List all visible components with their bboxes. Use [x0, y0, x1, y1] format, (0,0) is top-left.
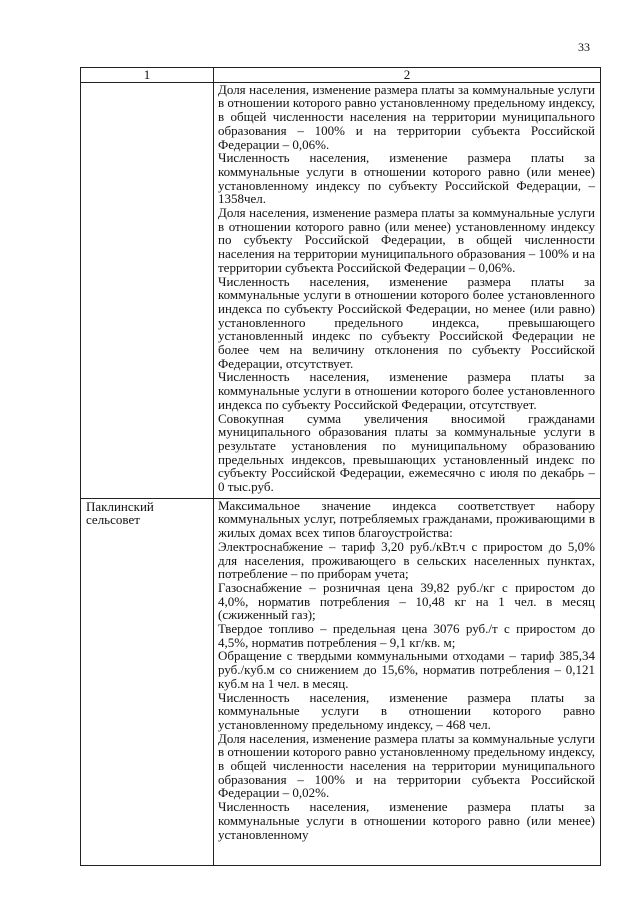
- paragraph: Электроснабжение – тариф 3,20 руб./кВт.ч с приростом до 5,0% для населения, проживающего в сельских населенных пунктах, потребление – по приборам учета;: [218, 538, 595, 582]
- column-header-2: 2: [214, 68, 601, 83]
- table-header-row: [81, 68, 601, 83]
- data-table: [80, 67, 601, 866]
- municipality-cell: [81, 498, 214, 865]
- paragraph: Доля населения, изменение размера платы за коммунальные услуги в отношении которого равно установленному предельному индексу, в общей численности населения на территории муниципального образования – 100% и на территории субъекта Российской Федерации – 0,02%.: [218, 730, 595, 801]
- paragraph: Численность населения, изменение размера платы за коммунальные услуги в отношении которого равно (или менее) установленному: [218, 799, 595, 842]
- table-row: [81, 82, 601, 498]
- paragraph: Численность населения, изменение размера платы за коммунальные услуги в отношении которого равно установленному предельному индексу, – 468 чел.: [218, 689, 595, 732]
- paragraph: Численность населения, изменение размера платы за коммунальные услуги в отношении которого равно (или менее) установленному индексу по субъекту Российской Федерации, – 1358чел.: [218, 150, 595, 207]
- description-cell: [214, 82, 601, 498]
- paragraph: Доля населения, изменение размера платы за коммунальные услуги в отношении которого равно (или менее) установленному индексу по субъекту Российской Федерации, в общей численности населения на территории муниципального образования – 100% и на территории субъекта Российской Федерации – 0,06%.: [218, 205, 595, 275]
- paragraph: Доля населения, изменение размера платы за коммунальные услуги в отношении которого равно установленному предельному индексу, в общей численности населения на территории муниципального образования – 100% и на территории субъекта Российской Федерации – 0,06%.: [218, 81, 595, 152]
- paragraph: Численность населения, изменение размера платы за коммунальные услуги в отношении которого более установленного индекса по субъекту Российской Федерации, но менее (или равно) установленного предельного индекса, превышающего установленный индекс по субъекту Российской Федерации не более чем на величину отклонения по субъекту Российской Федерации, отсутствует.: [218, 273, 595, 371]
- table-row: [81, 498, 601, 865]
- description-cell: [214, 498, 601, 865]
- municipality-name: Паклинский сельсовет: [86, 498, 154, 528]
- paragraph: Обращение с твердыми коммунальными отходами – тариф 385,34 руб./куб.м со снижением до 15,6%, норматив потребления – 0,121 куб.м на 1 чел. в месяц.: [218, 648, 595, 691]
- paragraph: Газоснабжение – розничная цена 39,82 руб./кг с приростом до 4,0%, норматив потребления – 10,48 кг на 1 чел. в месяц (сжиженный газ);: [218, 579, 595, 623]
- paragraph: Максимальное значение индекса соответствует набору коммунальных услуг, потребляемых гражданами, проживающими в жилых домах всех типов благоустройства:: [218, 497, 595, 541]
- page-number: 33: [578, 40, 590, 54]
- column-header-1: 1: [81, 68, 214, 83]
- paragraph: Совокупная сумма увеличения вносимой гражданами муниципального образования платы за коммунальные услуги в результате установления по муниципальному образованию предельных индексов, превышающих установленный индекс по субъекту Российской Федерации, ежемесячно с июля по декабрь – 0 тыс.руб.: [218, 410, 595, 495]
- paragraph: Твердое топливо – предельная цена 3076 руб./т с приростом до 4,5%, норматив потребления – 9,1 кг/кв. м;: [218, 621, 595, 650]
- paragraph: Численность населения, изменение размера платы за коммунальные услуги в отношении которого более установленного индекса по субъекту Российской Федерации, отсутствует.: [218, 369, 595, 412]
- municipality-cell: [81, 82, 214, 498]
